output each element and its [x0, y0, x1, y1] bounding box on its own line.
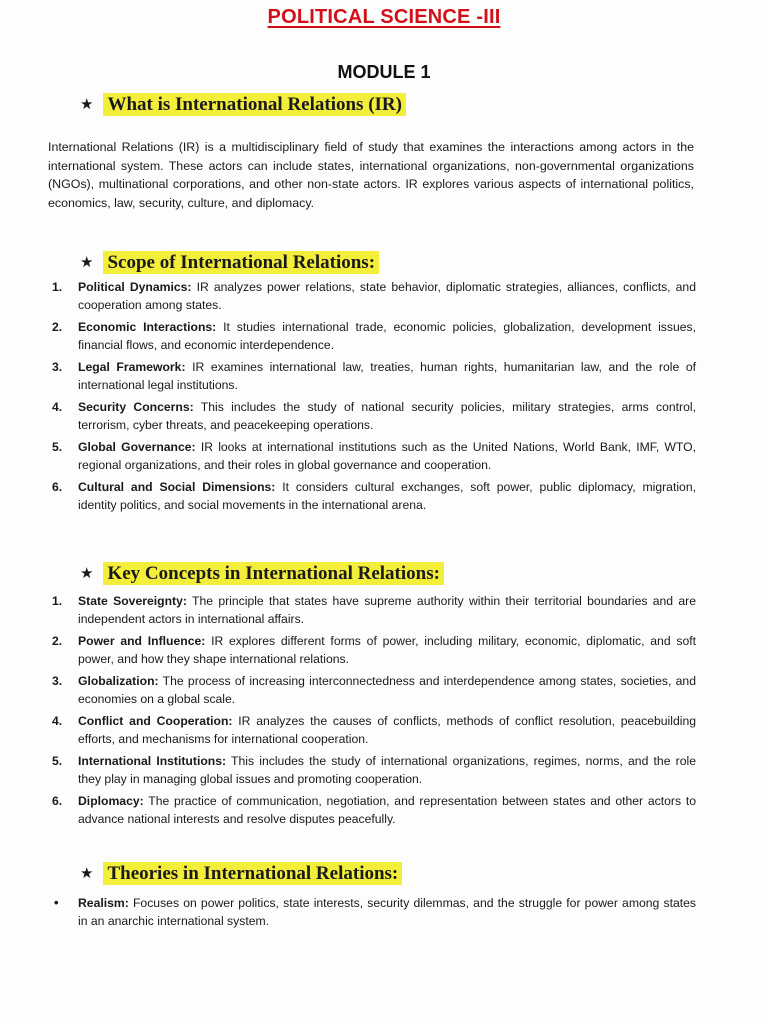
item-term: Realism:	[78, 896, 129, 910]
list-item: 6. Diplomacy: The practice of communication, negotiation, and representation between states and other actors to advance national interests and resolve disputes peacefully.	[52, 794, 696, 826]
section-heading-what-is-ir: ★ What is International Relations (IR)	[80, 94, 406, 116]
key-concepts-list	[48, 592, 696, 832]
item-term: Legal Framework:	[78, 360, 186, 374]
section-heading-key-concepts: ★ Key Concepts in International Relations:	[80, 563, 444, 585]
list-item: 1. State Sovereignty: The principle that states have supreme authority within their territorial boundaries and are independent actors in international affairs.	[52, 594, 696, 626]
item-term: Cultural and Social Dimensions:	[78, 480, 276, 494]
scope-list	[48, 278, 696, 518]
item-term: Political Dynamics:	[78, 280, 192, 294]
item-term: Economic Interactions:	[78, 320, 217, 334]
item-term: State Sovereignty:	[78, 594, 187, 608]
bullet-icon: •	[54, 895, 59, 910]
item-text: IR examines international law, treaties, human rights, humanitarian law, and the role of international legal institutions.	[78, 360, 696, 392]
item-text: It considers cultural exchanges, soft power, public diplomacy, migration, identity politics, and social movements in the international arena.	[78, 480, 696, 512]
item-text: This includes the study of international organizations, regimes, norms, and the role they play in managing global issues and promoting cooperation.	[78, 754, 697, 786]
list-item: 3. Legal Framework: IR examines international law, treaties, human rights, humanitarian law, and the role of international legal institutions.	[52, 360, 696, 392]
section-heading-theories: ★ Theories in International Relations:	[80, 863, 402, 885]
item-text: IR explores different forms of power, including military, economic, diplomatic, and soft power, and how they shape international relations.	[78, 634, 697, 666]
item-text: The process of increasing interconnectedness and interdependence among states, societies, and economies on a global scale.	[78, 674, 696, 706]
item-term: Globalization:	[78, 674, 159, 688]
star-icon: ★	[80, 253, 94, 271]
item-text: The principle that states have supreme authority within their territorial boundaries and are independent actors in international affairs.	[78, 594, 696, 626]
list-item: 5. International Institutions: This includes the study of international organizations, regimes, norms, and the role they play in managing global issues and promoting cooperation.	[52, 754, 697, 786]
list-item: 2. Power and Influence: IR explores different forms of power, including military, economic, diplomatic, and soft power, and how they shape international relations.	[52, 634, 697, 666]
item-term: Conflict and Cooperation:	[78, 714, 233, 728]
item-text: The practice of communication, negotiation, and representation between states and other actors to advance national interests and resolve disputes peacefully.	[78, 794, 696, 826]
star-icon: ★	[80, 564, 94, 582]
item-text: It studies international trade, economic policies, globalization, development issues, financial flows, and economic interdependence.	[78, 320, 697, 352]
item-term: Diplomacy:	[78, 794, 144, 808]
item-text: This includes the study of national security policies, military strategies, arms control, terrorism, cyber threats, and peacekeeping operations.	[78, 400, 696, 432]
theories-list	[48, 894, 696, 934]
item-text: Focuses on power politics, state interests, security dilemmas, and the struggle for power among states in an anarchic international system.	[78, 896, 696, 928]
list-item: 4. Conflict and Cooperation: IR analyzes the causes of conflicts, methods of conflict resolution, peacebuilding efforts, and mechanisms for international cooperation.	[52, 714, 697, 746]
list-item: 5. Global Governance: IR looks at international institutions such as the United Nations, World Bank, IMF, WTO, regional organizations, and their roles in global governance and cooperation.	[52, 440, 696, 472]
list-item: 1. Political Dynamics: IR analyzes power relations, state behavior, diplomatic strategies, alliances, conflicts, and cooperation among states.	[52, 280, 696, 312]
list-item: 3. Globalization: The process of increasing interconnectedness and interdependence among states, societies, and economies on a global scale.	[52, 674, 696, 706]
section-heading-scope: ★ Scope of International Relations:	[80, 252, 379, 274]
list-item	[48, 894, 696, 930]
list-item: 6. Cultural and Social Dimensions: It considers cultural exchanges, soft power, public diplomacy, migration, identity politics, and social movements in the international arena.	[52, 480, 696, 512]
list-item: 4. Security Concerns: This includes the study of national security policies, military strategies, arms control, terrorism, cyber threats, and peacekeeping operations.	[52, 400, 696, 432]
item-term: International Institutions:	[78, 754, 227, 768]
item-text: IR looks at international institutions such as the United Nations, World Bank, IMF, WTO, regional organizations, and their roles in global governance and cooperation.	[78, 440, 696, 472]
item-text: IR analyzes the causes of conflicts, methods of conflict resolution, peacebuilding efforts, and mechanisms for international cooperation.	[78, 714, 697, 746]
item-term: Security Concerns:	[78, 400, 194, 414]
intro-paragraph: International Relations (IR) is a multidisciplinary field of study that examines the interactions among actors in the international system. These actors can include states, international organizations, non-governmental organizations (NGOs), multinational corporations, and other non-state actors. IR explores various aspects of international politics, economics, law, security, culture, and diplomacy.	[48, 140, 694, 210]
item-term: Global Governance:	[78, 440, 196, 454]
star-icon: ★	[80, 864, 94, 882]
star-icon: ★	[80, 95, 94, 113]
list-item: 2. Economic Interactions: It studies international trade, economic policies, globalization, development issues, financial flows, and economic interdependence.	[52, 320, 697, 352]
item-text: IR analyzes power relations, state behavior, diplomatic strategies, alliances, conflicts, and cooperation among states.	[78, 280, 696, 312]
item-term: Power and Influence:	[78, 634, 206, 648]
document-title: POLITICAL SCIENCE -III	[267, 6, 501, 28]
module-heading: MODULE 1	[337, 62, 431, 82]
